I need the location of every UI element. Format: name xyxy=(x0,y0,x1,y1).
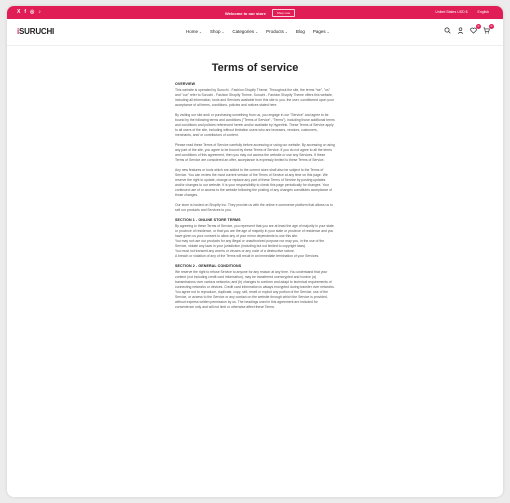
announcement-button[interactable]: Shop now xyxy=(272,9,295,17)
nav-item-shop[interactable] xyxy=(210,29,224,34)
chevron-down-icon: ⌄ xyxy=(326,29,330,34)
paragraph: Any new features or tools which are added to the current store shall also be subject to the Terms of Service. You can review the most current version of the Terms of Service at any time on this page. We reserve the right to update, change or replace any part of these Terms of Service by posting updates and/or changes to our website. It is your responsibility to check this page periodically for changes. Your continued use of or access to the website following the posting of any changes constitutes acceptance of those changes. xyxy=(175,168,333,197)
paragraph: A breach or violation of any of the Terms will result in an immediate termination of your Services. xyxy=(175,254,320,258)
logo-mark: i xyxy=(17,27,20,36)
site-header xyxy=(7,19,503,46)
paragraph: Please read these Terms of Service carefully before accessing or using our website. By accessing or using any part of the site, you agree to be bound by these Terms of Service. If you do not agree to all the terms and conditions of this agreement, then you may not access the website or use any Services. If these Terms of Service are considered an offer, acceptance is expressly limited to these Terms of Service. xyxy=(175,143,335,162)
paragraph: You must not transmit any worms or viruses or any code of a destructive nature. xyxy=(175,249,295,253)
terms-content xyxy=(175,62,335,315)
nav-label: Home xyxy=(186,29,199,34)
site-logo[interactable] xyxy=(17,27,54,36)
main-nav xyxy=(186,29,330,34)
chevron-down-icon: ⌄ xyxy=(221,29,225,34)
wishlist-count-badge: 0 xyxy=(477,24,480,28)
paragraph: Our store is hosted on Shopify Inc. They provide us with the online e-commerce platform that allows us to sell our products and Services to you. xyxy=(175,203,333,212)
paragraph: By agreeing to these Terms of Service, you represent that you are at least the age of majority in your state or province of residence, or that you are the age of majority in your state or province of residence and you have given us your consent to allow any of your minor dependents to use this site. xyxy=(175,224,334,238)
nav-label: Categories xyxy=(232,29,255,34)
facebook-icon[interactable]: f xyxy=(24,9,27,15)
paragraph: This website is operated by Suruchi - Fashion Shopify Theme. Throughout the site, the terms "we", "us" and "our" refer to Suruchi - Fashion Shopify Theme. Suruchi - Fashion Shopify Theme offers this website, including all information, tools and Services available from this site to you, the user, conditioned upon your acceptance of all terms, conditions, policies and notices stated here. xyxy=(175,88,334,107)
language-selector[interactable]: English xyxy=(477,10,489,14)
chevron-down-icon: ⌄ xyxy=(199,29,202,34)
browser-page xyxy=(7,6,503,497)
locale-selectors xyxy=(435,10,489,14)
section-heading: SECTION 2 - GENERAL CONDITIONS xyxy=(175,264,242,268)
nav-item-blog[interactable] xyxy=(296,29,305,34)
header-icons xyxy=(444,24,493,34)
paragraph: You may not use our products for any illegal or unauthorized purpose nor may you, in the use of the Service, violate any laws in your jurisdiction (including but not limited to copyright laws). xyxy=(175,239,325,248)
instagram-icon[interactable]: ◎ xyxy=(30,9,35,15)
cart-icon[interactable] xyxy=(483,24,493,34)
nav-item-products[interactable] xyxy=(266,29,288,34)
announcement-text: Welcome to our store xyxy=(225,10,266,16)
currency-selector[interactable]: United States USD $ xyxy=(435,10,468,14)
cart-count-badge: 0 xyxy=(490,24,493,28)
paragraph: We reserve the right to refuse Service to anyone for any reason at any time. You understand that your content (not including credit card information), may be transferred unencrypted and involve (a) transmissions over various networks; and (b) changes to conform and adapt to technical requirements of connecting networks or devices. Credit card information is always encrypted during transfer over networks. You agree not to reproduce, duplicate, copy, sell, resell or exploit any portion of the Service, use of the Service, or access to the Service or any contact on the website through which the Service is provided, without express written permission by us. The headings used in this agreement are included for convenience only and will not limit or otherwise affect these Terms. xyxy=(175,270,335,309)
nav-label: Shop xyxy=(209,29,221,34)
nav-label: Pages xyxy=(312,29,326,34)
nav-label: Blog xyxy=(295,29,305,34)
chevron-down-icon: ⌄ xyxy=(255,29,259,34)
section-heading: OVERVIEW xyxy=(175,82,196,86)
paragraph: By visiting our site and/ or purchasing something from us, you engage in our "Service" and agree to be bound by the following terms and conditions ("Terms of Service", "Terms"), including those additional terms and conditions and policies referenced herein and/or available by hyperlink. These Terms of Service apply to all users of the site, including without limitation users who are browsers, vendors, customers, merchants, and/ or contributors of content. xyxy=(175,113,335,137)
wishlist-icon[interactable] xyxy=(470,24,480,34)
nav-item-categories[interactable] xyxy=(232,29,258,34)
tiktok-icon[interactable]: ♪ xyxy=(38,9,41,15)
section-heading: SECTION 1 - ONLINE STORE TERMS xyxy=(175,218,241,222)
page-title: Terms of service xyxy=(211,62,299,74)
nav-item-pages[interactable] xyxy=(313,29,330,34)
nav-label: Products xyxy=(266,29,284,34)
account-icon[interactable] xyxy=(457,27,464,34)
announcement-bar xyxy=(7,6,503,19)
x-twitter-icon[interactable]: X xyxy=(17,9,21,15)
nav-item-home[interactable] xyxy=(186,29,202,34)
search-icon[interactable] xyxy=(444,27,451,34)
chevron-down-icon: ⌄ xyxy=(284,29,288,34)
announcement xyxy=(225,9,295,17)
logo-text: SURUCHI xyxy=(19,27,55,36)
social-links xyxy=(17,10,41,15)
